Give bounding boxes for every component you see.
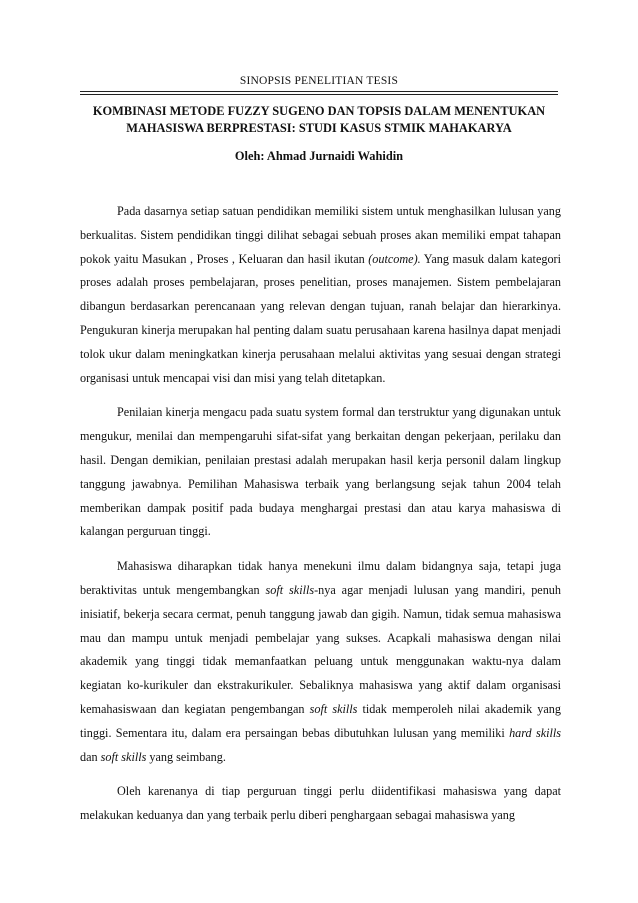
paragraph-3-text-e: tidak memperoleh nilai akademik yang tinggi. Sementara itu, dalam era persaingan bebas dibutuhkan lulusan yang memiliki — [80, 701, 561, 740]
header-rule-bottom — [80, 94, 558, 95]
paragraph-3-italic-3: hard skills — [509, 725, 562, 740]
paragraph-3-text-g: dan — [80, 749, 101, 764]
header-rule-top — [80, 91, 558, 92]
paragraph-1 — [80, 200, 561, 390]
paragraph-1-text-a: Pada dasarnya setiap satuan pendidikan memiliki sistem untuk menghasilkan lulusan yang berkualitas. Sistem pendidikan tinggi dilihat sebagai sebuah proses akan memiliki empat tahapan pokok yaitu Masukan , Proses , Keluaran dan hasil ikutan — [80, 204, 561, 266]
paragraph-1-text-c: Yang masuk dalam kategori proses adalah proses pembelajaran, proses penelitian, proses manajemen. Sistem pembelajaran dibangun berdasarkan perencanaan yang relevan dengan tujuan, ranah belajar dan hierarkinya. Pengukuran kinerja merupakan hal penting dalam suatu perusahaan karena hasilnya dapat menjadi tolok ukur dalam meningkatkan kinerja perusahaan melalui aktivitas yang sesuai dengan strategi organisasi untuk mencapai visi dan misi yang telah ditetapkan. — [80, 251, 561, 385]
paragraph-3-text-i: yang seimbang. — [146, 749, 226, 764]
paragraph-3-text-c: -nya agar menjadi lulusan yang mandiri, penuh inisiatif, bekerja secara cermat, penuh tanggung jawab dan gigih. Namun, tidak semua mahasiswa mau dan mampu untuk menjadi pembelajar yang sukses. Acapkali mahasiswa dengan nilai akademik yang tinggi tidak memanfaatkan peluang untuk menggunakan waktu-nya dalam kegiatan ko-kurikuler dan ekstrakurikuler. Sebaliknya mahasiswa yang aktif dalam organisasi kemahasiswaan dan kegiatan pengembangan — [80, 582, 561, 716]
thesis-title-line-2: MAHASISWA BERPRESTASI: STUDI KASUS STMIK MAHAKARYA — [126, 121, 512, 135]
paragraph-1-italic-outcome: (outcome). — [368, 251, 421, 266]
paragraph-4: Oleh karenanya di tiap perguruan tinggi perlu diidentifikasi mahasiswa yang dapat melakukan keduanya dan yang terbaik perlu diberi penghargaan sebagai mahasiswa yang — [80, 784, 561, 823]
body-text — [80, 200, 561, 839]
paragraph-2: Penilaian kinerja mengacu pada suatu system formal dan terstruktur yang digunakan untuk mengukur, menilai dan mempengaruhi sifat-sifat yang berkaitan dengan pekerjaan, perilaku dan hasil. Dengan demikian, penilaian prestasi adalah merupakan hasil kerja personil dalam lingkup tanggung jawabnya. Pemilihan Mahasiswa terbaik yang berlangsung sejak tahun 2004 telah memberikan dampak positif pada budaya menghargai prestasi dan atau karya mahasiswa di kalangan perguruan tinggi. — [80, 405, 561, 539]
paragraph-3-text-a: Mahasiswa diharapkan tidak hanya menekuni ilmu dalam bidangnya saja, tetapi juga beraktivitas untuk mengembangkan — [80, 559, 561, 597]
document-label: SINOPSIS PENELITIAN TESIS — [239, 75, 399, 87]
thesis-title — [80, 103, 558, 137]
thesis-title-line-1: KOMBINASI METODE FUZZY SUGENO DAN TOPSIS DALAM MENENTUKAN — [92, 104, 546, 118]
author-line: Oleh: Ahmad Jurnaidi Wahidin — [234, 149, 404, 163]
paragraph-3-italic-4: soft skills — [100, 749, 147, 764]
paragraph-3-italic-1: soft skills — [265, 582, 315, 597]
paragraph-3 — [80, 555, 561, 769]
paragraph-3-italic-2: soft skills — [309, 701, 358, 716]
